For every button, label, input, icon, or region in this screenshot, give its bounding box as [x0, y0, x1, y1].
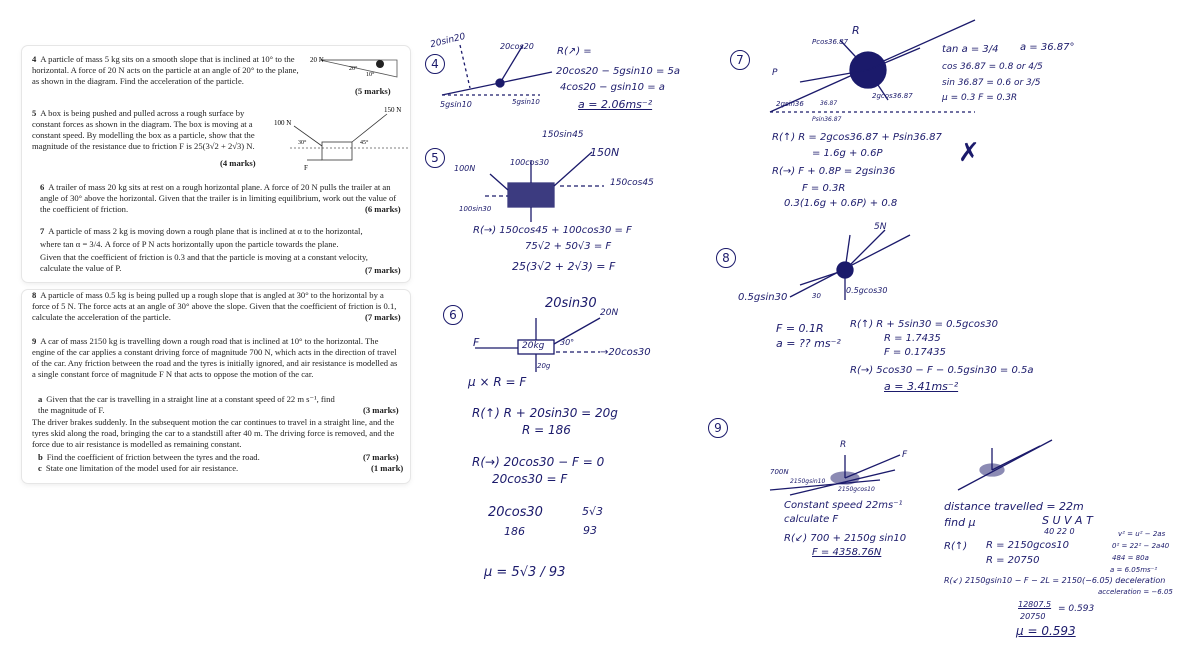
- note-q9-d6: R = 2150gcos10: [986, 540, 1070, 551]
- note-q7-e2: = 1.6g + 0.6P: [812, 148, 883, 159]
- note-q7-e4: F = 0.3R: [802, 183, 846, 194]
- note-q5-100sin: 100sin30: [459, 205, 492, 213]
- question-5-diagram-angle1: 30°: [298, 140, 307, 146]
- note-q5-line1: R(→) 150cos45 + 100cos30 = F: [473, 225, 632, 236]
- note-q6-weight: 20g: [537, 362, 551, 370]
- note-q9-s2: calculate F: [784, 514, 839, 525]
- note-q9-number: 9: [708, 418, 728, 438]
- note-q6-e3: R = 186: [522, 423, 571, 437]
- note-q8-e6: R(→) 5cos30 − F − 0.5gsin30 = 0.5a: [850, 365, 1034, 376]
- note-q4-top: 20sin20: [429, 31, 467, 51]
- question-9a-marks: (3 marks): [363, 405, 399, 415]
- note-q9-wc: 2150gcos10: [838, 486, 875, 493]
- note-q8-e5: F = 0.17435: [884, 347, 946, 358]
- note-q5-100n: 100N: [454, 164, 476, 173]
- question-7: 7 A particle of mass 2 kg is moving down a rough plane that is inclined at α to the horizontal, where tan α = 3/4. A force of P N acts horizontally upon the particle towards the plane. Given that the coefficient of friction is 0.3 and that the particle is moving at a constant velocity, calculate the value of P.: [40, 226, 368, 273]
- note-q9-d9: 0² = 22² − 2a40: [1112, 542, 1170, 550]
- note-q5-100cos: 100cos30: [510, 158, 549, 167]
- note-q7-e3: R(→) F + 0.8P = 2gsin36: [772, 166, 896, 177]
- note-q9-d17: μ = 0.593: [1016, 624, 1076, 638]
- question-9b-marks: (7 marks): [363, 452, 399, 462]
- note-q6-e7: 186: [504, 525, 525, 538]
- question-9b: b Find the coefficient of friction between the tyres and the road.: [38, 452, 260, 462]
- note-q5-150cos: 150cos45: [610, 178, 654, 188]
- note-q9-d16: = 0.593: [1058, 604, 1095, 614]
- note-q4-answer: a = 2.06ms⁻²: [578, 98, 653, 111]
- question-8-marks: (7 marks): [365, 312, 401, 322]
- note-q8-angle: 30: [812, 292, 821, 300]
- question-5-diagram-angle2: 45°: [360, 140, 369, 146]
- question-9: 9 A car of mass 2150 kg is travelling down a rough road that is inclined at 10° to the horizontal. The engine of the car applies a constant driving force of magnitude 700 N, which acts in the direction of travel of the car. Any friction between the road and the tyres is initially ignored, and air resistance is modelled as a single constant force of magnitude F N that acts to oppose the motion of the car.: [32, 336, 398, 379]
- question-9c: c State one limitation of the model used for air resistance.: [38, 463, 239, 473]
- note-q6-friction: F: [473, 336, 480, 349]
- question-5-diagram-friction: F: [304, 164, 308, 172]
- note-q8-e1: F = 0.1R: [776, 322, 824, 335]
- question-9c-marks: (1 mark): [371, 463, 404, 473]
- question-6-marks: (6 marks): [365, 204, 401, 214]
- note-q6-e2: R(↑) R + 20sin30 = 20g: [472, 406, 618, 420]
- note-q6-e4: R(→) 20cos30 − F = 0: [472, 455, 605, 469]
- note-q8-e4: R = 1.7435: [884, 333, 941, 344]
- note-q9-d3: S U V A T: [1042, 514, 1093, 527]
- note-q6-e9: 93: [583, 524, 597, 537]
- question-5-marks: (4 marks): [220, 158, 256, 168]
- note-q7-w4: Psin36.87: [812, 116, 842, 123]
- note-q5-line3: 25(3√2 + 2√3) = F: [512, 260, 616, 273]
- note-q6-20n: 20N: [600, 308, 619, 318]
- note-q8-e7: a = 3.41ms⁻²: [884, 380, 959, 393]
- note-q9-ws: 2150gsin10: [790, 478, 826, 485]
- question-9-continuation: The driver brakes suddenly. In the subsequent motion the car continues to travel in a straight line, and the tyres skid along the road, bringing the car to a standstill after 40 m. The driving force is removed, and the force due to air resistance is modelled as remaining constant.: [32, 417, 395, 449]
- note-q4-number: 4: [425, 54, 445, 74]
- note-q9-s4: F = 4358.76N: [812, 547, 882, 558]
- note-q4-r: R(↗) =: [557, 46, 592, 57]
- note-q9-d13: acceleration = −6.05: [1098, 588, 1173, 596]
- note-q6-e8: 5√3: [582, 505, 604, 518]
- note-q7-e1: R(↑) R = 2gcos36.87 + Psin36.87: [772, 132, 942, 143]
- note-q6-angle: 30°: [560, 338, 575, 347]
- question-4: 4 A particle of mass 5 kg sits on a smooth slope that is inclined at 10° to the horizontal. A force of 20 N acts on the particle at an angle of 20° to the plane, as shown in the diagram. Find the acceleration of the particle.: [32, 54, 299, 86]
- note-q5-150n: 150N: [590, 146, 620, 159]
- note-q7-t2: a = 36.87°: [1020, 42, 1075, 53]
- question-5: 5 A box is being pushed and pulled across a rough surface by constant forces as shown in the diagram. The box is moving at a constant speed. By modelling the box as a particle, show that the magnitude of the resistance due to friction F is 25(3√2 + 2√3) N.: [32, 108, 255, 151]
- note-q6-20cos: →20cos30: [600, 347, 651, 358]
- note-q9-f: F: [902, 450, 908, 460]
- note-q7-r: R: [852, 24, 860, 37]
- note-q7-w1: 2gsin36: [776, 100, 804, 108]
- note-q9-d2: find μ: [944, 516, 976, 529]
- note-q8-e3: R(↑) R + 5sin30 = 0.5gcos30: [850, 319, 998, 330]
- note-q9-d1: distance travelled = 22m: [944, 500, 1084, 513]
- note-q9-s3: R(↙) 700 + 2150g sin10: [784, 533, 907, 544]
- note-q9-d10: 484 = 80a: [1112, 554, 1149, 562]
- note-q7-number: 7: [730, 50, 750, 70]
- note-q7-e5: 0.3(1.6g + 0.6P) + 0.8: [784, 198, 898, 209]
- note-q7-w2: 2gcos36.87: [872, 92, 913, 100]
- note-q4-weight: 5gsin10: [512, 98, 540, 106]
- note-q5-line2: 75√2 + 50√3 = F: [525, 241, 612, 252]
- question-4-diagram-angle1: 20°: [349, 66, 358, 72]
- note-q4-line2: 4cos20 − gsin10 = a: [560, 82, 665, 93]
- note-q7-t3: cos 36.87 = 0.8 or 4/5: [942, 62, 1043, 72]
- note-q7-w3: Pcos36.87: [812, 38, 849, 46]
- note-q9-d5: R(↑): [944, 541, 968, 552]
- note-q7-p: P: [772, 68, 778, 78]
- note-q8-left: 0.5gsin30: [738, 292, 788, 303]
- note-q9-d4: 40 22 0: [1044, 527, 1075, 536]
- note-q8-5n: 5N: [874, 222, 887, 232]
- question-9a: a Given that the car is travelling in a straight line at a constant speed of 22 m s⁻¹, find the magnitude of F.: [38, 394, 335, 415]
- note-q8-number: 8: [716, 248, 736, 268]
- note-q9-d15: 20750: [1020, 612, 1046, 621]
- note-q9-d14: 12807.5: [1018, 600, 1052, 609]
- note-q6-number: 6: [443, 305, 463, 325]
- question-5-diagram-right-force: 150 N: [384, 106, 402, 114]
- note-q6-e1: μ × R = F: [468, 375, 527, 389]
- note-q9-700n: 700N: [770, 468, 789, 476]
- note-q9-d7: R = 20750: [986, 555, 1040, 566]
- note-q6-e5: 20cos30 = F: [492, 472, 568, 486]
- note-q7-t5: μ = 0.3 F = 0.3R: [942, 93, 1018, 103]
- note-q9-r: R: [840, 440, 847, 450]
- note-q9-d12: R(↙) 2150gsin10 − F − 2L = 2150(−6.05) deceleration: [944, 576, 1166, 585]
- note-q9-s1: Constant speed 22ms⁻¹: [784, 500, 903, 511]
- note-q9-d8: v² = u² − 2as: [1118, 530, 1166, 538]
- note-q6-e6: 20cos30: [488, 505, 543, 520]
- note-q4-force: 20cos20: [500, 42, 534, 51]
- question-7-marks: (7 marks): [365, 265, 401, 275]
- note-q6-top: 20sin30: [545, 296, 597, 311]
- question-4-marks: (5 marks): [355, 86, 391, 96]
- question-8: 8 A particle of mass 0.5 kg is being pulled up a rough slope that is angled at 30° to the horizontal by a force of 5 N. The force acts at an angle of 30° above the slope. Given that the coefficient of friction is 0.1, calculate the acceleration of the particle.: [32, 290, 397, 322]
- question-5-diagram-left-force: 100 N: [274, 119, 292, 127]
- note-q6-mass: 20kg: [522, 341, 545, 351]
- note-q7-t1: tan a = 3/4: [942, 44, 999, 55]
- note-q4-line1: 20cos20 − 5gsin10 = 5a: [556, 66, 680, 77]
- note-q5-top: 150sin45: [542, 130, 584, 140]
- question-4-diagram-force: 20 N: [310, 56, 324, 64]
- question-6: 6 A trailer of mass 20 kg sits at rest on a rough horizontal plane. A force of 20 N pulls the trailer at an angle of 30° above the horizontal. Given that the trailer is in limiting equilibrium, work out the value of the coefficient of friction.: [40, 182, 397, 214]
- note-q8-bottom: 0.5gcos30: [846, 286, 888, 295]
- note-q4-side: 5gsin10: [440, 100, 472, 109]
- note-q5-number: 5: [425, 148, 445, 168]
- question-4-diagram-angle2: 10°: [366, 72, 375, 78]
- note-q7-angle: 36.87: [820, 100, 838, 107]
- note-q7-t4: sin 36.87 = 0.6 or 3/5: [942, 78, 1041, 88]
- note-q9-d11: a = 6.05ms⁻²: [1110, 566, 1158, 574]
- note-q7-cross: ✗: [958, 138, 980, 168]
- note-q8-e2: a = ?? ms⁻²: [776, 337, 841, 350]
- note-q6-answer: μ = 5√3 / 93: [484, 565, 566, 580]
